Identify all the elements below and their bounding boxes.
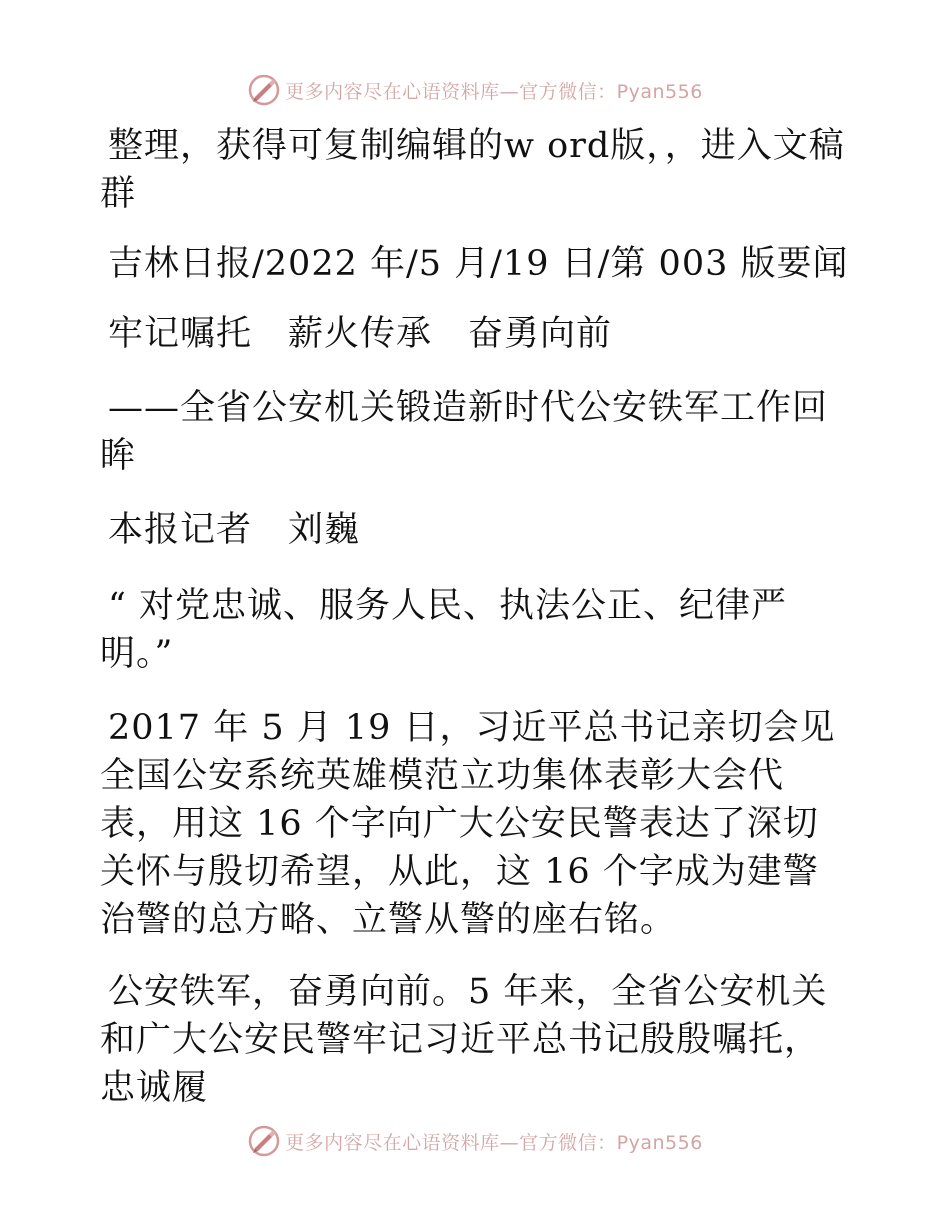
header-watermark bbox=[0, 70, 950, 110]
watermark-text: 更多内容尽在心语资料库—官方微信：Pyan556 bbox=[285, 80, 703, 103]
article-title: 牢记嘱托 薪火传承 奋勇向前 bbox=[108, 314, 613, 354]
footer-watermark bbox=[0, 1121, 950, 1161]
source-line: 吉林日报/2022 年/5 月/19 日/第 003 版要闻 bbox=[108, 244, 849, 284]
byline: 本报记者 刘巍 bbox=[108, 510, 361, 550]
pen-logo-icon bbox=[247, 1124, 281, 1158]
pen-logo-icon bbox=[247, 73, 281, 107]
watermark-text: 更多内容尽在心语资料库—官方微信：Pyan556 bbox=[285, 1131, 703, 1154]
body-paragraph: 2017 年 5 月 19 日，习近平总书记亲切会见全国公安系统英雄模范立功集体表彰大会代表，用这 16 个字向广大公安民警表达了深切关怀与殷切希望，从此，这 16 个字成为建警治警的总方略、立警从警的座右铭。 bbox=[100, 708, 836, 940]
article-subtitle: ——全省公安机关锻造新时代公安铁军工作回眸 bbox=[100, 388, 829, 476]
intro-note: 整理，获得可复制编辑的w ord版，，进入文稿群 bbox=[100, 126, 845, 214]
body-paragraph: 公安铁军，奋勇向前。5 年来，全省公安机关和广大公安民警牢记习近平总书记殷殷嘱托，忠诚履 bbox=[100, 972, 828, 1108]
quote-paragraph: “ 对党忠诚、服务人民、执法公正、纪律严明。” bbox=[100, 586, 788, 674]
document-body bbox=[100, 118, 852, 1112]
